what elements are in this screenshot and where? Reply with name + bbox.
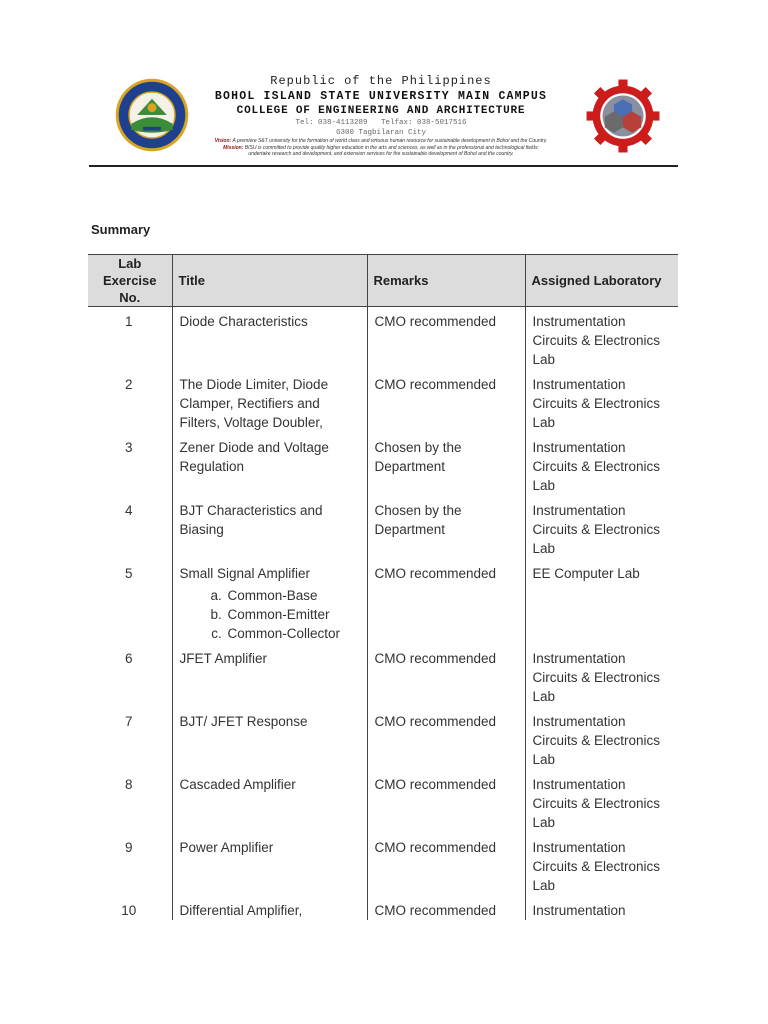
cell-title: Power Amplifier [172,838,367,901]
coea-gear-logo-icon [585,78,661,154]
university-name: BOHOL ISLAND STATE UNIVERSITY MAIN CAMPUS [214,90,548,103]
summary-table-wrapper [88,254,678,920]
cell-lab: Instrumentation Circuits & Electronics Lab [525,775,678,838]
list-item: c. Common-Collector [226,624,361,643]
cell-lab: Instrumentation Circuits & Electronics Lab [525,307,678,376]
cell-no: 8 [124,777,133,792]
letterhead-rule [89,165,678,167]
cell-no: 10 [121,903,137,918]
vision-label: Vision: [214,138,232,144]
list-item: b. Common-Emitter [226,605,361,624]
cell-title: JFET Amplifier [172,649,367,712]
cell-title: The Diode Limiter, Diode Clamper, Rectifiers and Filters, Voltage Doubler, [172,375,367,438]
mission-text: BISU is committed to provide quality higher education in the arts and sciences, as well as in the professional and technological fields; [244,144,539,151]
cell-remarks: Chosen by the Department [367,501,525,564]
column-header-title: Title [172,255,367,307]
section-title: Summary [91,222,151,237]
cell-remarks: CMO recommended [367,375,525,438]
table-row [88,564,678,649]
sub-list [180,586,361,643]
table-row [88,501,678,564]
mission-label: Mission: [223,144,244,151]
summary-table [88,254,678,920]
cell-no: 3 [124,440,133,455]
table-row [88,712,678,775]
table-row [88,649,678,712]
column-header-no: Lab Exercise No. [88,255,172,307]
cell-remarks: CMO recommended [367,307,525,376]
table-row [88,901,678,920]
cell-title: Zener Diode and Voltage Regulation [172,438,367,501]
table-header-row [88,255,678,307]
cell-title: Cascaded Amplifier [172,775,367,838]
cell-no: 9 [124,840,133,855]
cell-no: 7 [124,714,133,729]
mission-line-2: undertake research and development, and extension services for the sustainable development of Bohol and the country. [248,151,514,157]
cell-lab: Instrumentation Circuits & Electronics Lab [525,438,678,501]
list-item: a. Common-Base [226,586,361,605]
cell-remarks: CMO recommended [367,775,525,838]
table-row [88,375,678,438]
cell-title [172,564,367,649]
republic-line: Republic of the Philippines [270,74,492,88]
table-row [88,307,678,376]
contact-numbers: Tel: 038-4113289 Telfax: 038-5017516 [295,119,467,127]
cell-lab: Instrumentation Circuits & Electronics Lab [525,375,678,438]
letterhead [88,70,678,166]
cell-remarks: Chosen by the Department [367,438,525,501]
cell-lab: Instrumentation [525,901,678,920]
cell-title: BJT/ JFET Response [172,712,367,775]
cell-lab: Instrumentation Circuits & Electronics Lab [525,838,678,901]
cell-remarks: CMO recommended [367,564,525,649]
column-header-lab: Assigned Laboratory [525,255,678,307]
table-row [88,775,678,838]
cell-lab: Instrumentation Circuits & Electronics Lab [525,649,678,712]
cell-remarks: CMO recommended [367,838,525,901]
cell-title: Differential Amplifier, [172,901,367,920]
table-row [88,838,678,901]
column-header-remarks: Remarks [367,255,525,307]
cell-title: Diode Characteristics [172,307,367,376]
table-row [88,438,678,501]
cell-remarks: CMO recommended [367,712,525,775]
cell-remarks: CMO recommended [367,649,525,712]
cell-no: 2 [124,377,133,392]
cell-lab: EE Computer Lab [525,564,678,649]
letterhead-text [176,74,586,158]
cell-no: 1 [124,314,133,329]
cell-remarks: CMO recommended [367,901,525,920]
cell-no: 5 [124,566,133,581]
cell-no: 4 [124,503,133,518]
college-name: COLLEGE OF ENGINEERING AND ARCHITECTURE [236,105,526,117]
vision-text: A premiere S&T university for the formation of world class and virtuous human resource for sustainable development in Bohol and the Country. [232,138,548,144]
cell-lab: Instrumentation Circuits & Electronics Lab [525,712,678,775]
cell-lab: Instrumentation Circuits & Electronics Lab [525,501,678,564]
cell-title: BJT Characteristics and Biasing [172,501,367,564]
cell-no: 6 [124,651,133,666]
city-line: 6300 Tagbilaran City [335,129,426,137]
cell-title-text: Small Signal Amplifier [179,566,311,581]
